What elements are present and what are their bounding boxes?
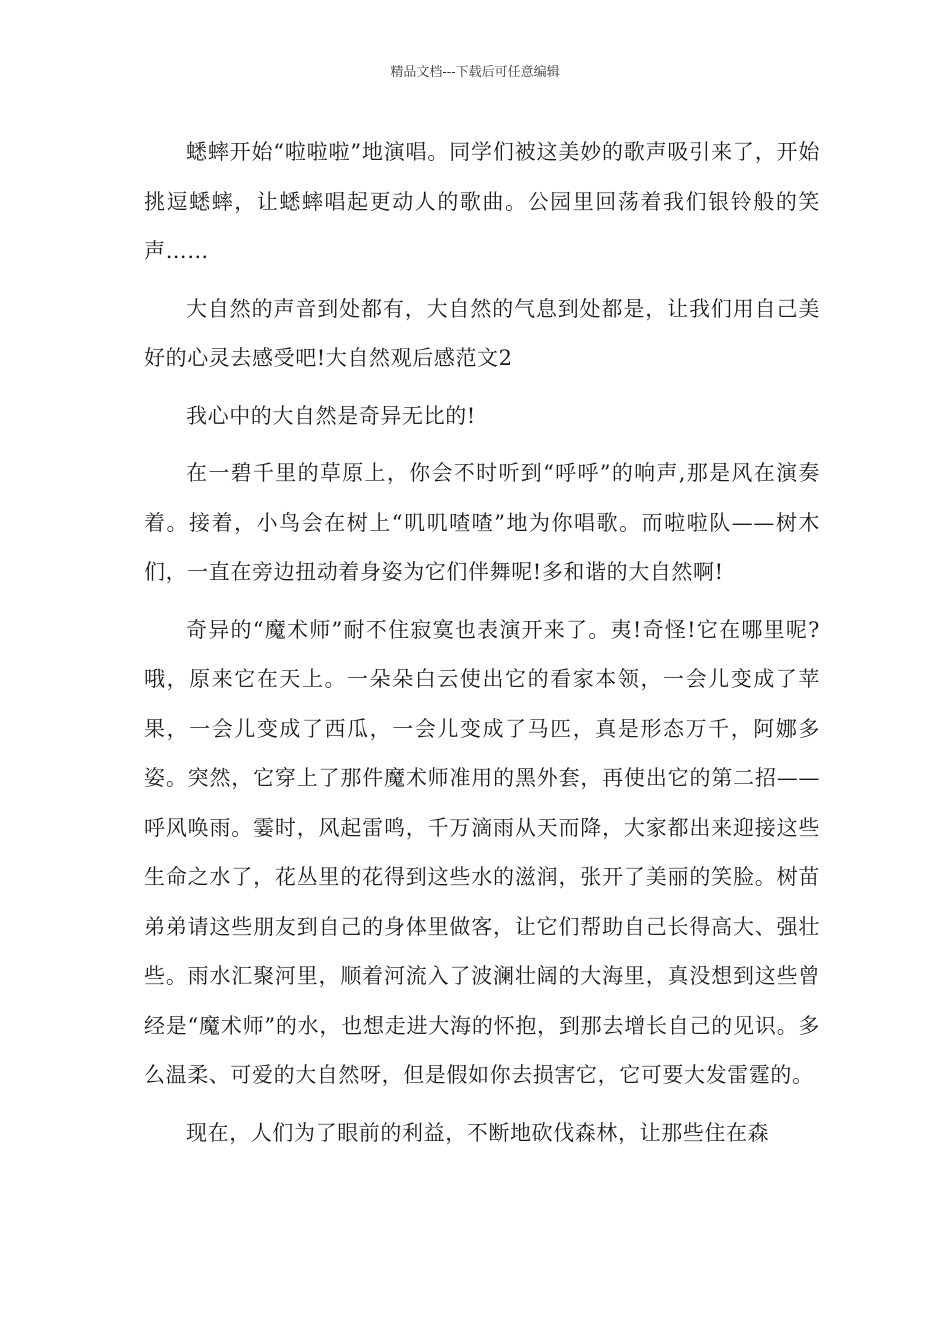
paragraph-2: 大自然的声音到处都有，大自然的气息到处都是，让我们用自己美好的心灵去感受吧!大自然观后感范文2 <box>144 296 820 370</box>
document-body <box>144 128 820 1166</box>
page-header: 精品文档---下载后可任意编辑 <box>390 65 560 80</box>
paragraph-4: 在一碧千里的草原上，你会不时听到“呼呼”的响声,那是风在演奏着。接着，小鸟会在树上“叽叽喳喳”地为你唱歌。而啦啦队——树木们，一直在旁边扭动着身姿为它们伴舞呢!多和谐的大自然啊! <box>144 461 820 584</box>
paragraph-3: 我心中的大自然是奇异无比的! <box>186 403 476 428</box>
paragraph-5: 奇异的“魔术师”耐不住寂寞也表演开来了。夷!奇怪!它在哪里呢?哦，原来它在天上。一朵朵白云使出它的看家本领，一会儿变成了苹果，一会儿变成了西瓜，一会儿变成了马匹，真是形态万千，阿娜多姿。突然，它穿上了那件魔术师准用的黑外套，再使出它的第二招——呼风唤雨。霎时，风起雷鸣，千万滴雨从天而降，大家都出来迎接这些生命之水了，花丛里的花得到这些水的滋润，张开了美丽的笑脸。树苗弟弟请这些朋友到自己的身体里做客，让它们帮助自己长得高大、强壮些。雨水汇聚河里，顺着河流入了波澜壮阔的大海里，真没想到这些曾经是“魔术师”的水，也想走进大海的怀抱，到那去增长自己的见识。多么温柔、可爱的大自然呀，但是假如你去损害它，它可要大发雷霆的。 <box>144 617 820 1087</box>
paragraph-1: 蟋蟀开始“啦啦啦”地演唱。同学们被这美妙的歌声吸引来了，开始挑逗蟋蟀，让蟋蟀唱起更动人的歌曲。公园里回荡着我们银铃般的笑声…… <box>144 140 820 263</box>
paragraph-6: 现在，人们为了眼前的利益，不断地砍伐森林，让那些住在森 <box>186 1120 770 1145</box>
